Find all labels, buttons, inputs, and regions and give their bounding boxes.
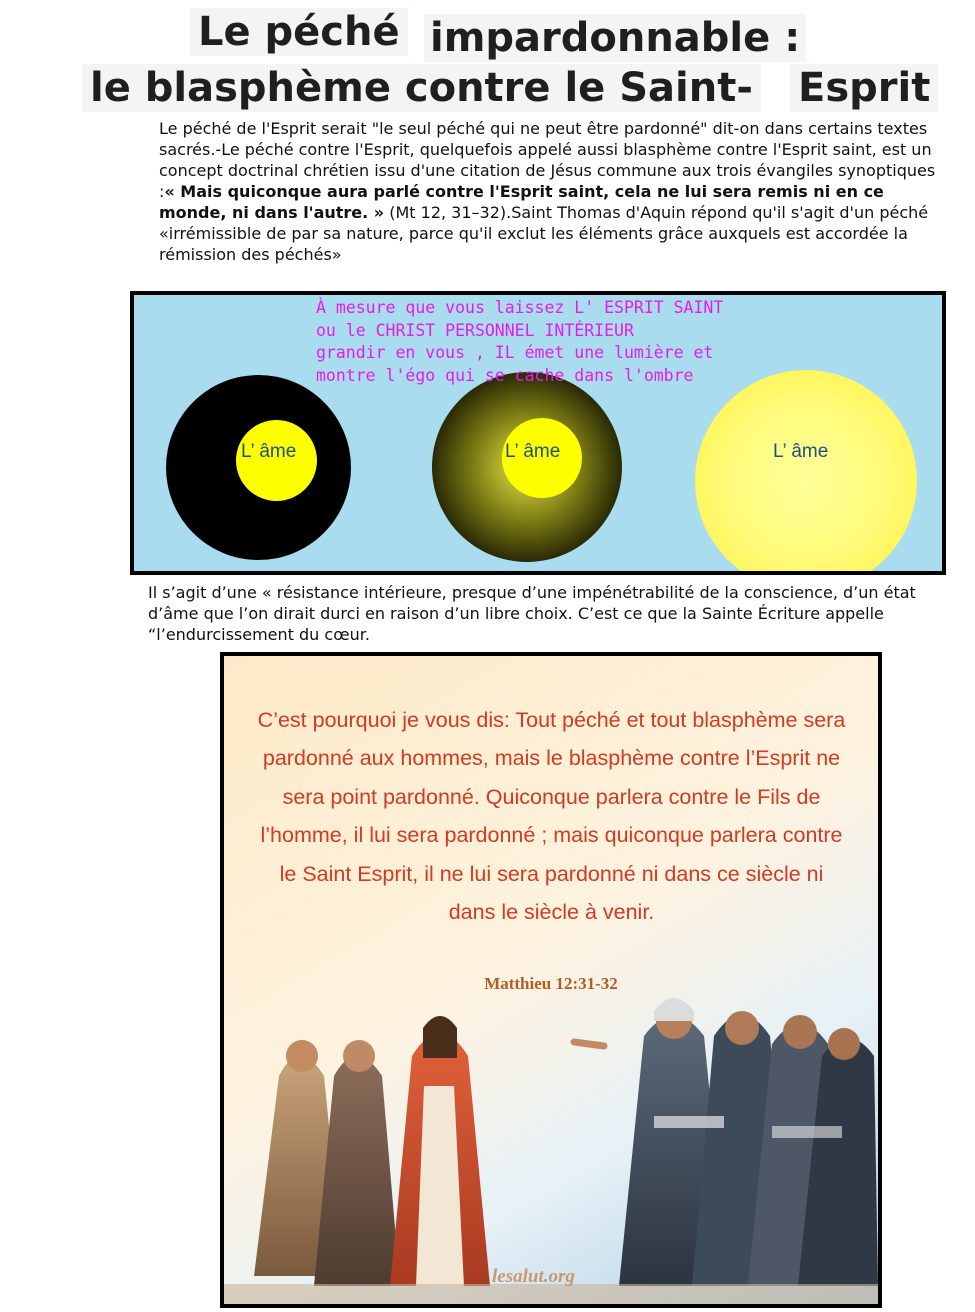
soul-label-1: L’ âme — [241, 441, 297, 462]
intro-bible-quote: « Mais quiconque aura parlé contre l'Esprit saint, cela ne lui sera remis ni en ce monde, ni dans l'autre. » — [159, 182, 884, 222]
light-circle — [695, 370, 917, 575]
soul-light-illustration — [130, 291, 946, 575]
bible-verse-image — [220, 652, 882, 1308]
page-title-line1-part2: impardonnable : — [424, 14, 806, 62]
second-paragraph: Il s’agit d’une « résistance intérieure, presque d’une impénétrabilité de la conscience, d’un état d’âme que l’on dirait durci en raison d’un libre choix. C’est ce que la Sainte Écriture appelle “l’endurcissement du cœur. — [148, 583, 916, 644]
pharisees-group — [574, 998, 878, 1286]
intro-text: Le péché de l'Esprit serait "le seul péché qui ne peut être pardonné" dit-on dans certains textes sacrés.-Le péché contre l'Esprit, quelquefois appelé aussi blasphème contre l'Esprit saint, est un concept doctrinal chrétien issu d'une citation de Jésus commune aux trois évangiles synoptiques : — [159, 119, 936, 201]
disciples-group — [254, 1016, 490, 1286]
bible-verse-reference: Matthieu 12:31-32 — [484, 974, 618, 993]
soul-label-2: L’ âme — [505, 441, 561, 462]
page-title-line1-part1: Le péché — [190, 8, 408, 56]
soul-label-3: L’ âme — [773, 441, 829, 462]
page-title-line2-part2: Esprit — [790, 64, 938, 112]
watermark-logo: lesalut.org — [492, 1266, 575, 1287]
bible-verse-quote: C’est pourquoi je vous dis: Tout péché et tout blasphème sera pardonné aux hommes, mais le blasphème contre l’Esprit ne sera point pardonné. Quiconque parlera contre le Fils de l’homme, il lui sera pardonné ; mais quiconque parlera contre le Saint Esprit, il ne lui sera pardonné ni dans ce siècle ni dans le siècle à venir. — [257, 708, 846, 925]
illustration-caption: À mesure que vous laissez L' ESPRIT SAINT ou le CHRIST PERSONNEL INTÉRIEUR grandir en vous , IL émet une lumière et montre l'égo qui se cache dans l'ombre — [316, 298, 724, 385]
intro-text-after: (Mt 12, 31–32).Saint Thomas d'Aquin répond qu'il s'agit d'un péché «irrémissible de par sa nature, parce qu'il exclut les éléments grâce auxquels est accordée la rémission des péchés» — [159, 203, 929, 264]
page-title-line2-part1: le blasphème contre le Saint- — [82, 64, 761, 112]
intro-paragraph — [159, 118, 939, 265]
